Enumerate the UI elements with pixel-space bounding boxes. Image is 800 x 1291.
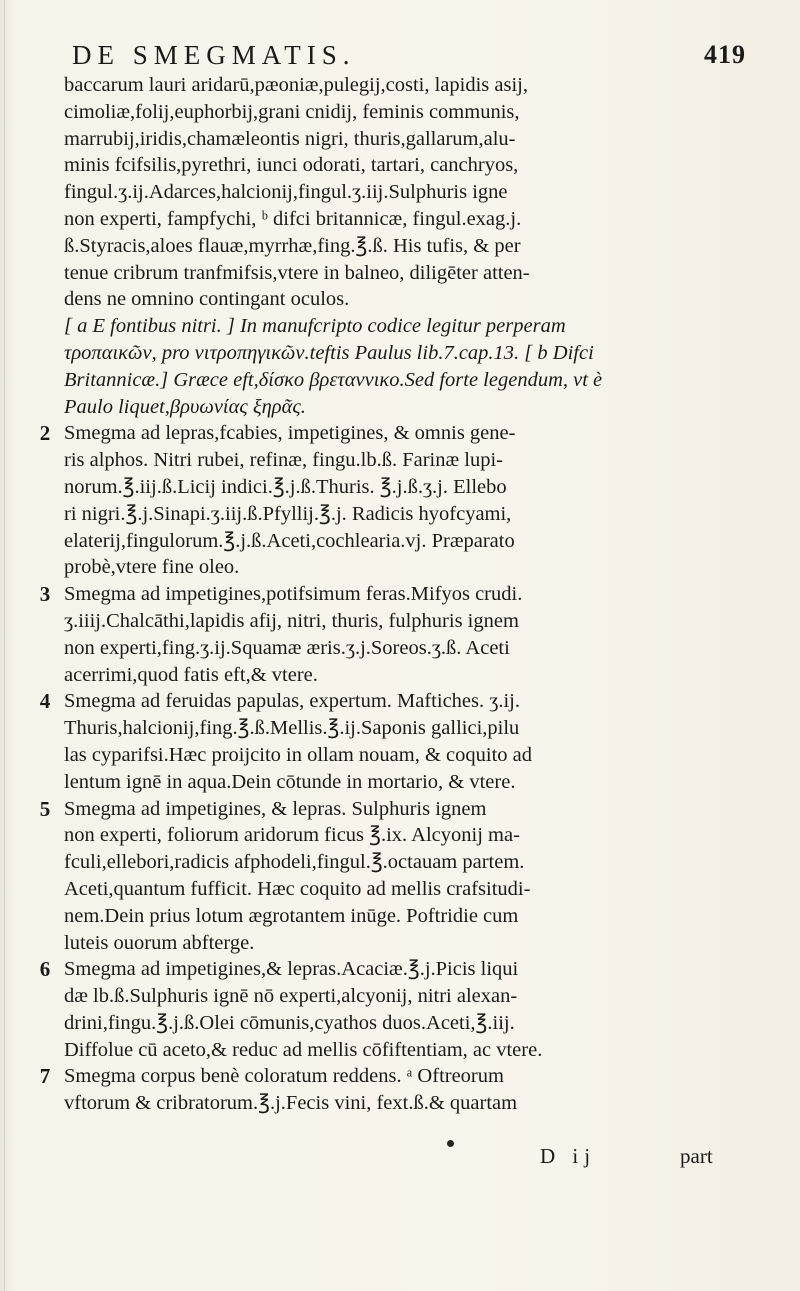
text-line	[30, 394, 775, 421]
text-line	[30, 849, 775, 876]
text-line	[30, 367, 775, 394]
line-text: baccarum lauri aridarū,pæoniæ,pulegij,costi, lapidis asij,	[64, 74, 528, 96]
line-text: non experti,fing.ʒ.ij.Squamæ æris.ʒ.j.Soreos.ʒ.ß. Aceti	[64, 636, 510, 659]
text-line	[30, 554, 775, 581]
text-line	[30, 528, 775, 555]
text-line	[30, 1037, 775, 1064]
line-text: Smegma ad impetigines,potifsimum feras.Mifyos crudi.	[64, 583, 523, 606]
line-text: minis fcifsilis,pyrethri, iunci odorati, tartari, canchryos,	[64, 154, 519, 177]
text-line	[30, 635, 775, 662]
line-text: dæ lb.ß.Sulphuris ignē nō experti,alcyonij, nitri alexan-	[64, 985, 518, 1008]
line-text: vftorum & cribratorum.℥.j.Fecis vini, fext.ß.& quartam	[64, 1092, 518, 1115]
line-text: Smegma ad lepras,fcabies, impetigines, & omnis gene-	[64, 422, 516, 445]
text-line	[30, 688, 775, 715]
paragraph-number: 3	[39, 582, 51, 607]
paragraph-number: 5	[39, 796, 51, 821]
line-text: ris alphos. Nitri rubei, refinæ, fingu.lb.ß. Farinæ lupi-	[64, 449, 503, 472]
line-text: marrubij,iridis,chamæleontis nigri, thuris,gallarum,alu-	[64, 127, 516, 150]
line-text: acerrimi,quod fatis eft,& vtere.	[64, 663, 318, 686]
text-line	[30, 1010, 775, 1037]
text-line	[30, 903, 775, 930]
text-line	[30, 260, 775, 287]
line-text: cimoliæ,folij,euphorbij,grani cnidij, feminis communis,	[64, 100, 520, 123]
text-line	[30, 876, 775, 903]
line-text: norum.℥.iij.ß.Licij indici.℥.j.ß.Thuris. ℥.j.ß.ʒ.j. Ellebo	[64, 475, 507, 498]
text-line	[30, 796, 775, 823]
line-text: ß.Styracis,aloes flauæ,myrrhæ,fing.℥.ß. His tufis, & per	[64, 234, 521, 257]
line-text: probè,vtere fine oleo.	[64, 556, 240, 579]
line-text: non experti, fampfychi, ᵇ difci britannicæ, fingul.exag.j.	[64, 207, 522, 230]
line-text: Diffolue cū aceto,& reduc ad mellis cōfiftentiam, ac vtere.	[64, 1038, 543, 1061]
paragraph-number: 4	[39, 689, 51, 714]
catchword: part	[680, 1144, 713, 1168]
text-line	[30, 179, 775, 206]
text-line	[30, 956, 775, 983]
line-text: τροπαικῶν, pro νιτροπηγικῶν.teftis Paulus lib.7.cap.13. [ b Difci	[64, 341, 594, 364]
line-text: ri nigri.℥.j.Sinapi.ʒ.iij.ß.Pfyllij.℥.j. Radicis hyofcyami,	[64, 502, 512, 525]
line-text: elaterij,fingulorum.℥.j.ß.Aceti,cochlearia.vj. Præparato	[64, 529, 515, 552]
line-text: fingul.ʒ.ij.Adarces,halcionij,fingul.ʒ.iij.Sulphuris igne	[64, 181, 508, 204]
line-text: Britannicæ.] Græce eft,δίσκο βρεταννικο.Sed forte legendum, vt è	[64, 368, 603, 391]
text-line	[30, 286, 775, 313]
line-text: Thuris,halcionij,fing.℥.ß.Mellis.℥.ij.Saponis gallici,pilu	[64, 717, 520, 740]
signature-mark: D ij	[540, 1144, 597, 1168]
line-text: Smegma corpus benè coloratum reddens. ᵃ Oftreorum	[64, 1065, 504, 1088]
text-line	[30, 501, 775, 528]
text-line	[30, 822, 775, 849]
line-text: nem.Dein prius lotum ægrotantem inūge. Poftridie cum	[64, 904, 519, 927]
paragraph-number: 2	[39, 421, 51, 446]
line-text: Aceti,quantum fufficit. Hæc coquito ad mellis crafsitudi-	[64, 877, 531, 900]
page-footer	[30, 1144, 775, 1172]
line-text: tenue cribrum tranfmifsis,vtere in balneo, diligēter atten-	[64, 261, 530, 284]
text-line	[30, 233, 775, 260]
text-line	[30, 983, 775, 1010]
line-text: ʒ.iiij.Chalcāthi,lapidis afij, nitri, thuris, fulphuris ignem	[64, 609, 519, 632]
text-line	[30, 206, 775, 233]
line-text: fculi,ellebori,radicis afphodeli,fingul.℥.octauam partem.	[64, 851, 525, 874]
text-body	[30, 72, 775, 1117]
text-line	[30, 1090, 775, 1117]
text-line	[30, 742, 775, 769]
text-line	[30, 420, 775, 447]
line-text: Smegma ad impetigines,& lepras.Acaciæ.℥.j.Picis liqui	[64, 958, 519, 981]
line-text: Smegma ad feruidas papulas, expertum. Maftiches. ʒ.ij.	[64, 690, 520, 713]
text-line	[30, 715, 775, 742]
line-text: [ a E fontibus nitri. ] In manufcripto codice legitur perperam	[64, 315, 566, 338]
text-line	[30, 662, 775, 689]
line-text: drini,fingu.℥.j.ß.Olei cōmunis,cyathos duos.Aceti,℥.iij.	[64, 1011, 515, 1034]
gutter-line	[4, 0, 5, 1291]
line-text: luteis ouorum abfterge.	[64, 931, 255, 954]
page-number: 419	[704, 40, 746, 69]
text-line	[30, 769, 775, 796]
text-line	[30, 581, 775, 608]
text-line	[30, 1063, 775, 1090]
line-text: las cyparifsi.Hæc proijcito in ollam nouam, & coquito ad	[64, 743, 532, 766]
running-head: DE SMEGMATIS.	[72, 40, 356, 70]
line-text: non experti, foliorum aridorum ficus ℥.ix. Alcyonij ma-	[64, 824, 520, 847]
page-header	[72, 40, 772, 74]
text-line	[30, 447, 775, 474]
line-text: Smegma ad impetigines, & lepras. Sulphuris ignem	[64, 797, 487, 820]
text-line	[30, 99, 775, 126]
line-text: lentum ignē in aqua.Dein cōtunde in mortario, & vtere.	[64, 770, 516, 793]
paragraph-number: 6	[39, 957, 51, 982]
text-line	[30, 313, 775, 340]
line-text: Paulo liquet,βρυωνίας ξηρᾶς.	[64, 395, 306, 418]
text-line	[30, 152, 775, 179]
paragraph-number: 7	[39, 1064, 51, 1089]
line-text: dens ne omnino contingant oculos.	[64, 288, 350, 311]
text-line	[30, 474, 775, 501]
text-line	[30, 72, 775, 99]
text-line	[30, 608, 775, 635]
text-line	[30, 930, 775, 957]
text-line	[30, 340, 775, 367]
text-line	[30, 126, 775, 153]
